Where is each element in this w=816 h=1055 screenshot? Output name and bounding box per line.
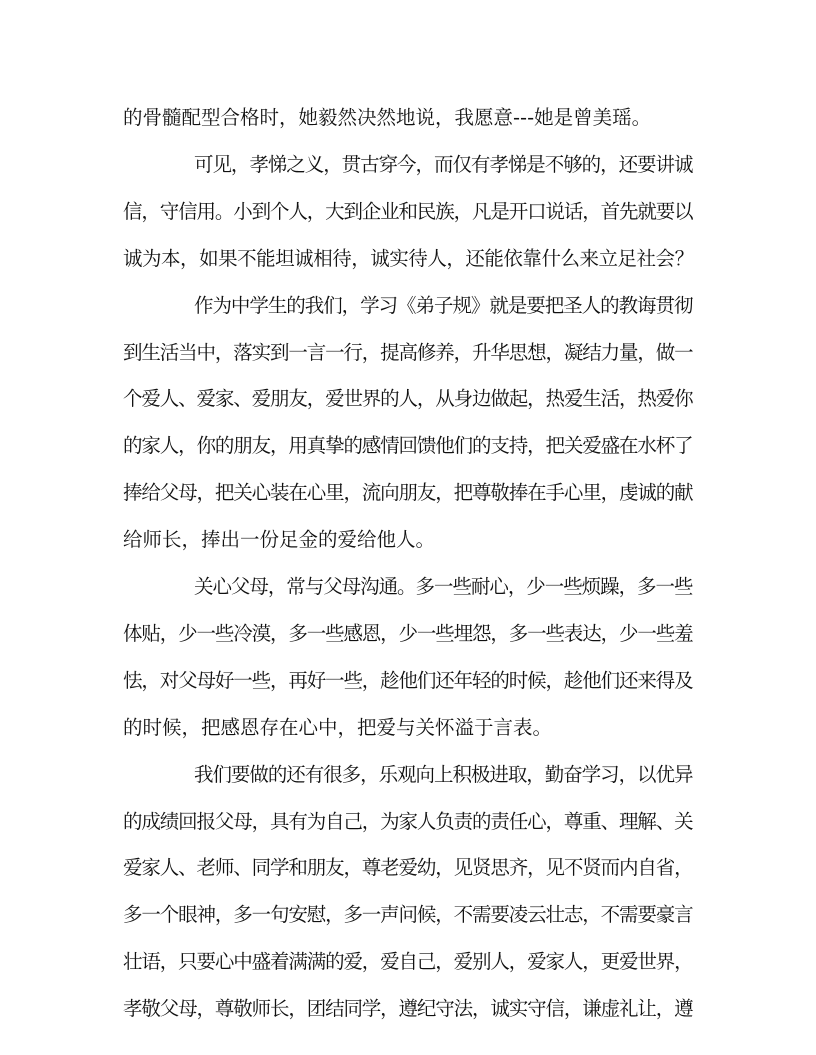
text-line: 体贴，少一些冷漠，多一些感恩，少一些埋怨，多一些表达，少一些羞 [123, 621, 693, 645]
text-line: 给师长，捧出一份足金的爱给他人。 [123, 528, 436, 552]
text-line: 的骨髓配型合格时，她毅然决然地说，我愿意---她是曾美瑶。 [123, 106, 652, 129]
text-line: 作为中学生的我们，学习《弟子规》就是要把圣人的教诲贯彻 [194, 293, 693, 317]
text-line: 的成绩回报父母，具有为自己，为家人负责的责任心，尊重、理解、关 [123, 809, 693, 833]
text-line: 多一个眼神，多一句安慰，多一声问候，不需要凌云壮志，不需要豪言 [123, 903, 693, 927]
text-line: 壮语，只要心中盛着满满的爱，爱自己，爱别人，爱家人，更爱世界， [123, 950, 693, 974]
text-line: 到生活当中，落实到一言一行，提高修养，升华思想，凝结力量，做一 [123, 340, 693, 364]
text-line: 诚为本，如果不能坦诚相待，诚实待人，还能依靠什么来立足社会？ [123, 246, 694, 270]
text-line: 个爱人、爱家、爱朋友，爱世界的人，从身边做起，热爱生活，热爱你 [123, 387, 693, 411]
text-line: 可见，孝悌之义，贯古穿今，而仅有孝悌是不够的，还要讲诚 [194, 152, 693, 176]
text-line: 信，守信用。小到个人，大到企业和民族，凡是开口说话，首先就要以 [123, 199, 693, 223]
text-line: 我们要做的还有很多，乐观向上积极进取，勤奋学习，以优异 [194, 762, 693, 786]
text-line: 关心父母，常与父母沟通。多一些耐心，少一些烦躁，多一些 [194, 575, 693, 598]
text-line: 爱家人、老师、同学和朋友，尊老爱幼，见贤思齐，见不贤而内自省， [123, 856, 693, 880]
text-line: 孝敬父母，尊敬师长，团结同学，遵纪守法，诚实守信，谦虚礼让，遵 [123, 997, 693, 1021]
text-line: 捧给父母，把关心装在心里，流向朋友，把尊敬捧在手心里，虔诚的献 [123, 481, 693, 505]
text-line: 怯，对父母好一些，再好一些，趁他们还年轻的时候，趁他们还来得及 [123, 668, 693, 692]
text-line: 的时候，把感恩存在心中，把爱与关怀溢于言表。 [123, 715, 553, 739]
text-line: 的家人，你的朋友，用真挚的感情回馈他们的支持，把关爱盛在水杯了 [123, 434, 693, 458]
